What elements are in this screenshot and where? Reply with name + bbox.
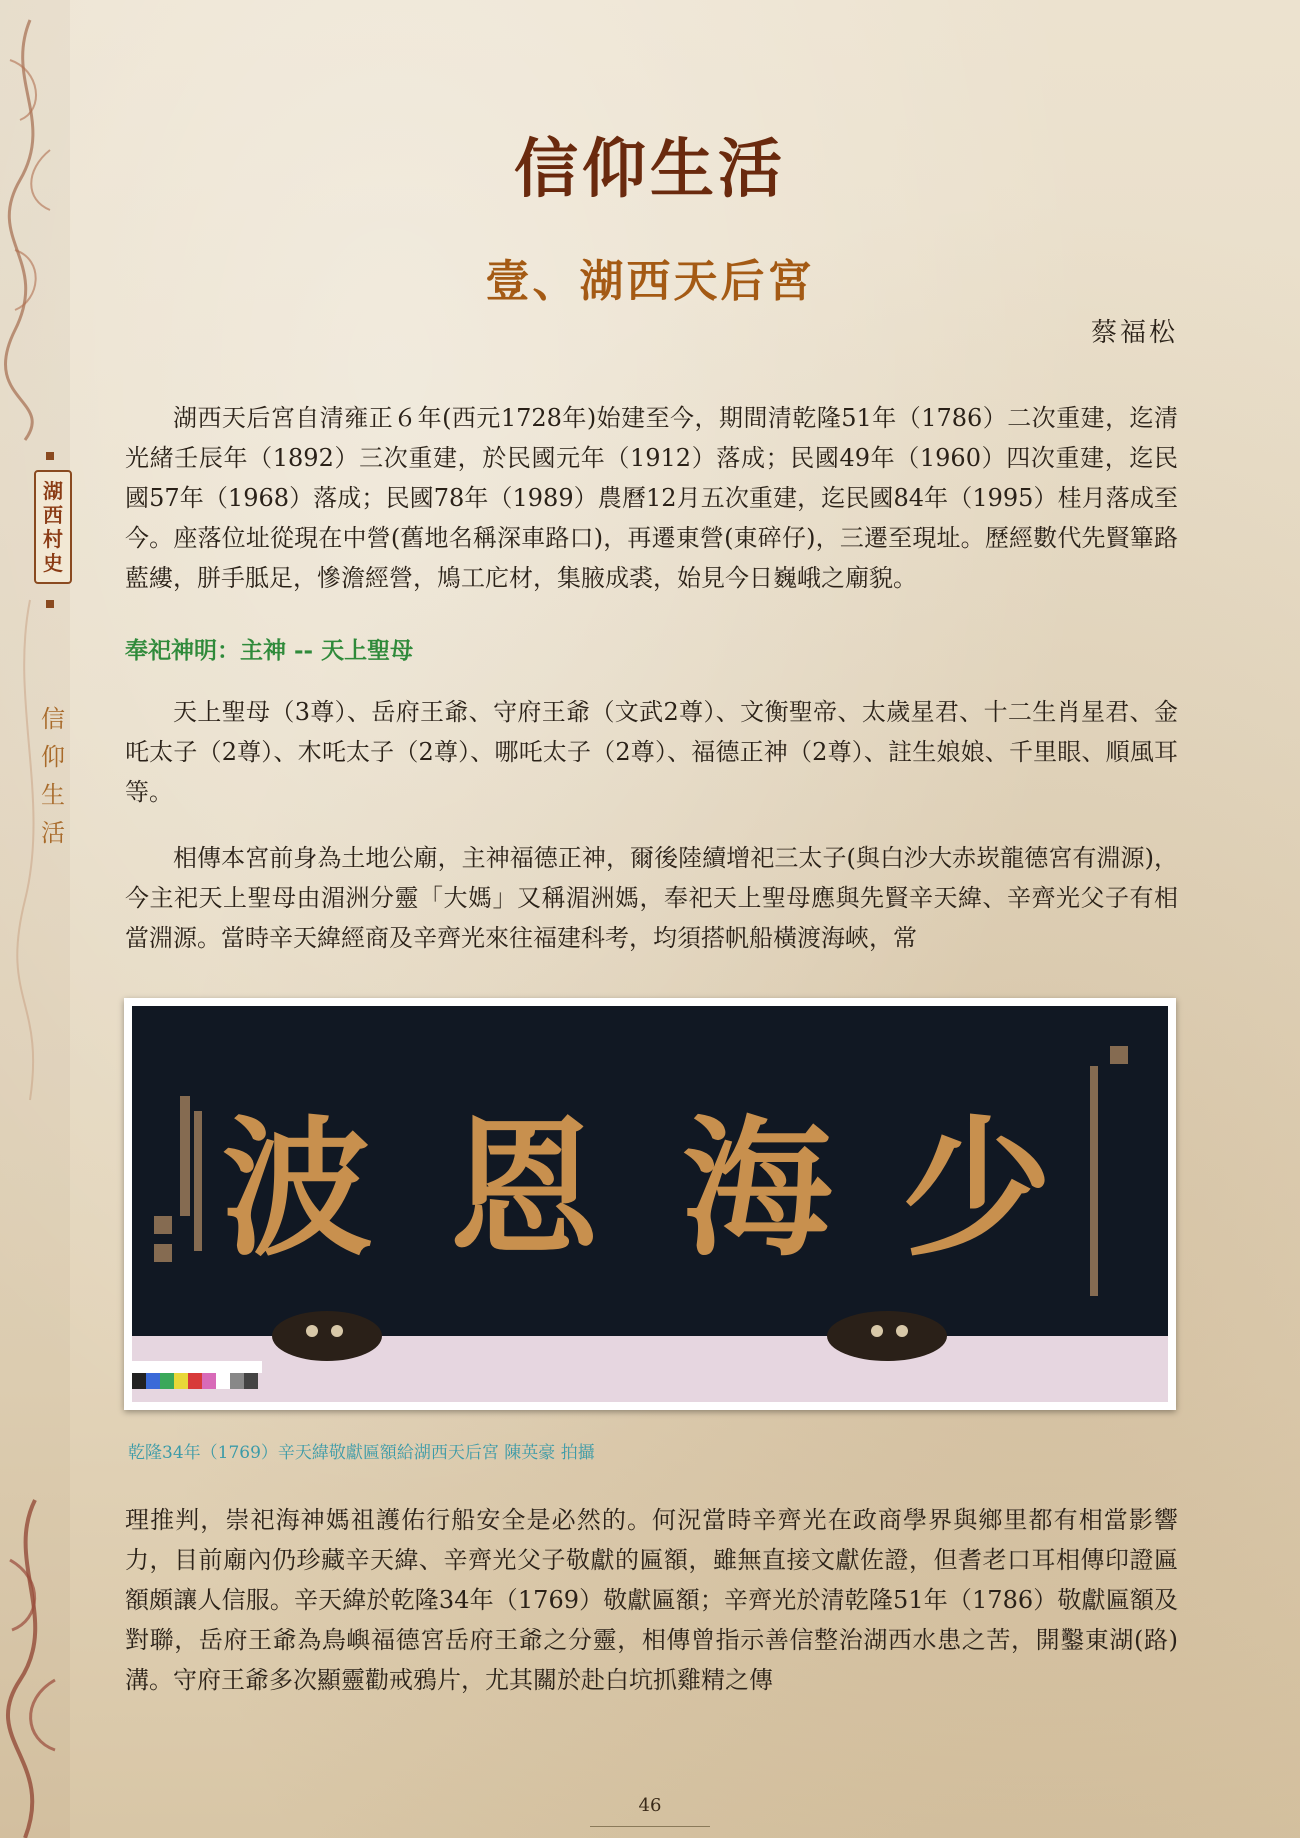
book-label-char: 村	[43, 527, 63, 551]
book-label-char: 湖	[43, 479, 63, 503]
sidebar-marker	[46, 452, 54, 460]
plaque-photo	[124, 998, 1176, 1410]
section-subtitle: 壹、湖西天后宮	[485, 256, 815, 307]
paragraph-history: 湖西天后宮自清雍正６年(西元1728年)始建至今，期間清乾隆51年（1786）二次重建，迄清光緒壬辰年（1892）三次重建，於民國元年（1912）落成；民國49年（1960）四次重建，迄民國57年（1968）落成；民國78年（1989）農曆12月五次重建，迄民國84年（1995）桂月落成至今。座落位址從現在中營(舊地名稱深車路口)，再遷東營(東碎仔)，三遷至現址。歷經數代先賢篳路藍縷，胼手胝足，慘澹經營，鳩工庀材，集腋成裘，始見今日巍峨之廟貌。	[125, 404, 1178, 592]
plaque-char: 海	[681, 1101, 833, 1277]
sidebar-marker	[46, 600, 54, 608]
book-label-char: 史	[43, 551, 63, 575]
paragraph-legend: 相傳本宮前身為土地公廟，主神福德正神，爾後陸續增祀三太子(與白沙大赤崁龍德宮有淵源)，今主祀天上聖母由湄洲分靈「大媽」又稱湄洲媽，奉祀天上聖母應與先賢辛天緯、辛齊光父子有相當淵源。當時辛天緯經商及辛齊光來往福建科考，均須搭帆船橫渡海峽，常	[125, 844, 1178, 952]
section-label-char: 生	[41, 781, 65, 809]
page-number: 46	[638, 1795, 662, 1816]
plaque-char: 波	[221, 1101, 373, 1277]
book-label-char: 西	[43, 503, 63, 527]
book-label	[34, 470, 72, 584]
author-name: 蔡福松	[1090, 318, 1178, 348]
deity-heading: 奉祀神明：主神 -- 天上聖母	[125, 637, 414, 664]
section-label-char: 信	[41, 705, 65, 733]
plaque-char: 少	[901, 1101, 1053, 1277]
paragraph-deities: 天上聖母（3尊）、岳府王爺、守府王爺（文武2尊）、文衡聖帝、太歲星君、十二生肖星君、金吒太子（2尊）、木吒太子（2尊）、哪吒太子（2尊）、福德正神（2尊）、註生娘娘、千里眼、順風耳等。	[125, 698, 1178, 806]
plaque-char: 恩	[448, 1101, 600, 1277]
paragraph-continued: 理推判，崇祀海神媽祖護佑行船安全是必然的。何況當時辛齊光在政商學界與鄉里都有相當影響力，目前廟內仍珍藏辛天緯、辛齊光父子敬獻的匾額，雖無直接文獻佐證，但耆老口耳相傳印證匾額頗讓人信服。辛天緯於乾隆34年（1769）敬獻匾額；辛齊光於清乾隆51年（1786）敬獻匾額及對聯，岳府王爺為鳥嶼福德宮岳府王爺之分靈，相傳曾指示善信整治湖西水患之苦，開鑿東湖(路)溝。守府王爺多次顯靈勸戒鴉片，尤其關於赴白坑抓雞精之傳	[125, 1506, 1178, 1694]
section-label-char: 仰	[41, 743, 65, 771]
section-label	[38, 700, 68, 852]
photo-caption: 乾隆34年（1769）辛天緯敬獻匾額給湖西天后宮 陳英豪 拍攝	[128, 1443, 595, 1463]
page-number-rule	[590, 1826, 710, 1827]
page-title: 信仰生活	[514, 132, 786, 207]
section-label-char: 活	[41, 819, 65, 847]
